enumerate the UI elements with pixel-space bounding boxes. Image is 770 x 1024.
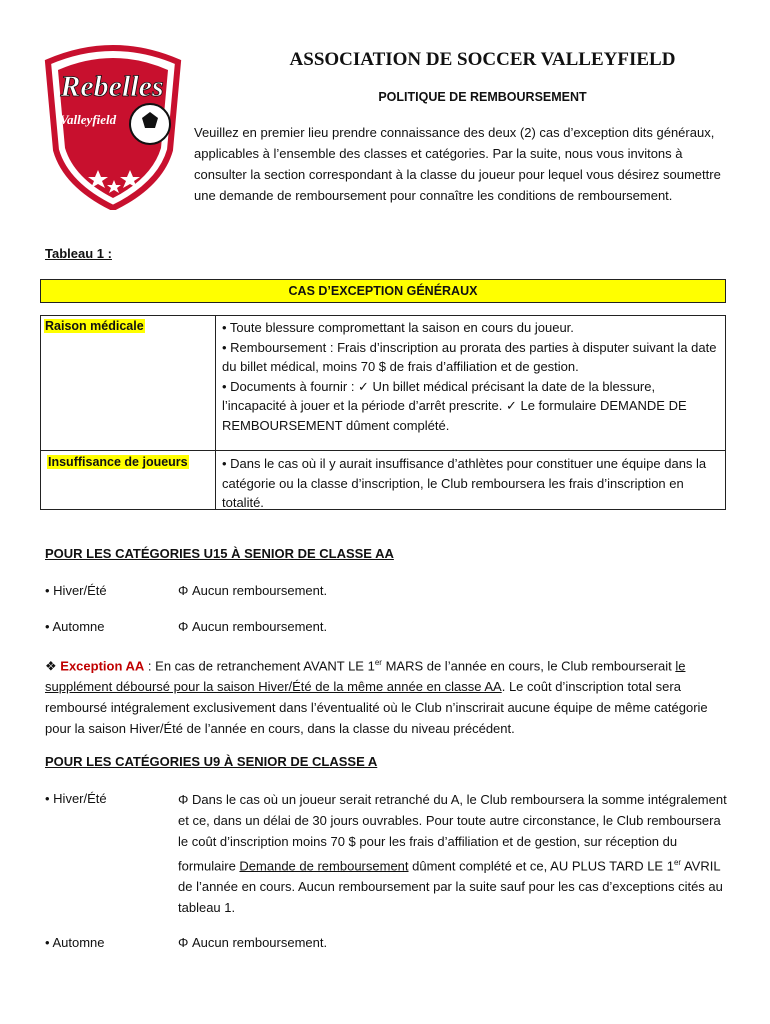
- aa-winter-value: Φ Aucun remboursement.: [178, 583, 328, 598]
- a-winter-text: AVRIL de l’année en cours. Aucun remboursement par la suite sauf pour les cas d’exceptions cités au tableau 1.: [178, 858, 723, 916]
- exception-aa-text: . Le coût d’inscription total sera remboursé intégralement exclusivement dans l’éventualité où le Club n’inscrirait aucune équipe de même catégorie pour la saison Hiver/Été de l’année en cours, dans la classe du niveau précédent.: [45, 679, 708, 737]
- aa-autumn-value: Φ Aucun remboursement.: [178, 619, 328, 634]
- a-autumn-label: • Automne: [45, 935, 105, 950]
- intro-paragraph: Veuillez en premier lieu prendre connaissance des deux (2) cas d’exception dits généraux, applicables à l’ensemble des classes et catégories. Par la suite, nous vous invitons à consulter la section correspondant à la classe du joueur pour lequel vous désirez soumettre une demande de remboursement pour connaître les conditions de remboursement.: [194, 125, 721, 203]
- table-divider-horizontal: [40, 450, 726, 451]
- table-header: CAS D’EXCEPTION GÉNÉRAUX: [40, 279, 726, 303]
- table-label: Tableau 1 :: [45, 246, 112, 261]
- exception-aa-text: : En cas de retranchement AVANT LE 1: [144, 658, 375, 674]
- section-a-title: POUR LES CATÉGORIES U9 À SENIOR DE CLASSE A: [45, 754, 378, 769]
- row-content-insufficient: [222, 454, 722, 513]
- a-winter-value: [178, 789, 728, 918]
- aa-autumn-label: • Automne: [45, 619, 105, 634]
- a-winter-label: • Hiver/Été: [45, 791, 107, 806]
- medical-line: • Remboursement : Frais d’inscription au prorata des parties à disputer suivant la date du billet médical, moins 70 $ de frais d’affiliation et de gestion.: [222, 339, 717, 374]
- club-logo: [40, 40, 186, 210]
- a-winter-sup: er: [673, 858, 682, 867]
- a-winter-text: Φ Dans le cas où un joueur serait retranché du A, le Club remboursera la somme intégralement et ce, dans un délai de 30 jours ouvrables. Pour toute autre circonstance, le Club remboursera le coût d’inscription moins 70 $ pour les frais d’affiliation et de gestion, sur réception du formulaire: [178, 792, 727, 874]
- section-aa-title: POUR LES CATÉGORIES U15 À SENIOR DE CLASSE AA: [45, 546, 394, 561]
- exception-aa-title: Exception AA: [60, 658, 145, 674]
- table-divider-vertical: [215, 315, 216, 510]
- diamond-bullet-icon: ❖: [45, 658, 57, 674]
- exception-aa-paragraph: [45, 652, 725, 739]
- row-label-medical: Raison médicale: [45, 319, 144, 333]
- a-winter-underlined: Demande de remboursement: [239, 858, 409, 874]
- a-autumn-value: Φ Aucun remboursement.: [178, 935, 328, 950]
- medical-line: • Toute blessure compromettant la saison en cours du joueur.: [222, 320, 574, 335]
- page-title: ASSOCIATION DE SOCCER VALLEYFIELD: [289, 49, 676, 70]
- aa-winter-label: • Hiver/Été: [45, 583, 107, 598]
- logo-text-sub: Valleyfield: [59, 112, 117, 127]
- page-subtitle: POLITIQUE DE REMBOURSEMENT: [378, 90, 587, 104]
- a-winter-text: dûment complété et ce, AU PLUS TARD LE 1: [408, 858, 674, 874]
- row-label-insufficient: Insuffisance de joueurs: [48, 455, 188, 469]
- exception-aa-sup: er: [374, 658, 382, 667]
- insufficient-line: • Dans le cas où il y aurait insuffisance d’athlètes pour constituer une équipe dans la catégorie ou la classe d’inscription, le Club remboursera les frais d’inscription en totalité.: [222, 456, 707, 510]
- medical-line: • Documents à fournir : ✓ Un billet médical précisant la date de la blessure, l’incapacité à jouer et la période d’arrêt prescrite. ✓ Le formulaire DEMANDE DE REMBOURSEMENT dûment complété.: [222, 378, 687, 433]
- row-content-medical: [222, 318, 722, 435]
- exception-aa-text: MARS de l’année en cours, le Club rembourserait: [381, 658, 676, 674]
- exception-aa-underlined: le supplément déboursé pour la saison Hiver/Été de la même année en classe AA: [45, 658, 686, 695]
- logo-text-main: Rebelles: [60, 70, 164, 103]
